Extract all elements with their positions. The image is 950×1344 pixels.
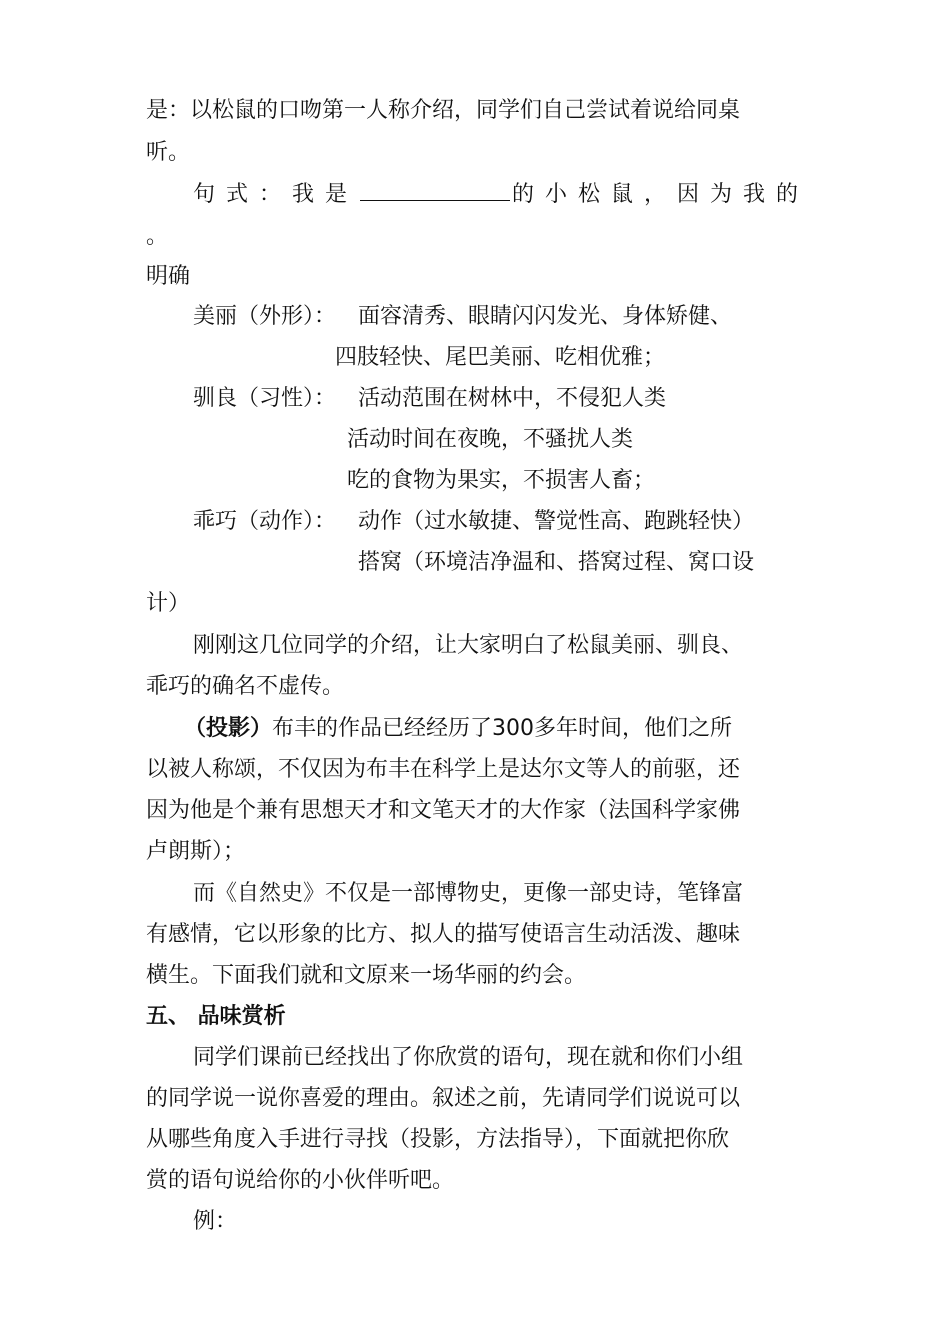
section-5-heading: 五、 品味赏析	[146, 1004, 286, 1029]
projection-text-1: 布丰的作品已经经历了300多年时间，他们之所	[272, 716, 733, 741]
section-5-line-3: 从哪些角度入手进行寻找（投影，方法指导），下面就把你欣	[146, 1127, 730, 1152]
clever-line-1: 动作（过水敏捷、警觉性高、跑跳轻快）	[358, 509, 755, 534]
natural-history-line-1: 而《自然史》不仅是一部博物史，更像一部史诗，笔锋富	[193, 881, 744, 906]
natural-history-line-3: 横生。下面我们就和文原来一场华丽的约会。	[146, 963, 587, 988]
tame-line-3: 吃的食物为果实，不损害人畜；	[347, 468, 656, 493]
clever-line-3: 计）	[146, 591, 191, 616]
tame-line-1: 活动范围在树林中，不侵犯人类	[358, 386, 667, 411]
sentence-pattern	[193, 180, 809, 210]
projection-line-4: 卢朗斯）；	[146, 839, 246, 864]
summary-line-1: 刚刚这几位同学的介绍，让大家明白了松鼠美丽、驯良、	[193, 633, 744, 658]
natural-history-line-2: 有感情，它以形象的比方、拟人的描写使语言生动活泼、趣味	[146, 922, 741, 947]
pattern-blank	[360, 180, 510, 201]
tame-label: 驯良（习性）：	[193, 386, 337, 411]
beauty-line-1: 面容清秀、眼睛闪闪发光、身体矫健、	[358, 304, 733, 329]
section-5-line-4: 赏的语句说给你的小伙伴听吧。	[146, 1168, 455, 1193]
pattern-part-1: 句式：我是	[193, 182, 359, 207]
pattern-line-2: 。	[146, 224, 169, 249]
beauty-label: 美丽（外形）：	[193, 304, 337, 329]
summary-line-2: 乖巧的确名不虚传。	[146, 674, 345, 699]
intro-line-1: 是：以松鼠的口吻第一人称介绍，同学们自己尝试着说给同桌	[146, 98, 741, 123]
projection-line-3: 因为他是个兼有思想天才和文笔天才的大作家（法国科学家佛	[146, 798, 741, 823]
section-5-line-2: 的同学说一说你喜爱的理由。叙述之前，先请同学们说说可以	[146, 1086, 741, 1111]
section-5-line-1: 同学们课前已经找出了你欣赏的语句，现在就和你们小组	[193, 1045, 744, 1070]
clever-line-2: 搭窝（环境洁净温和、搭窝过程、窝口设	[358, 550, 755, 575]
projection-tag: （投影）	[184, 716, 273, 741]
example-label: 例：	[193, 1209, 238, 1234]
clever-label: 乖巧（动作）：	[193, 509, 337, 534]
projection-line-2: 以被人称颂，不仅因为布丰在科学上是达尔文等人的前驱，还	[146, 757, 741, 782]
intro-line-2: 听。	[146, 140, 191, 165]
pattern-part-2: 的小松鼠，因为我的	[512, 182, 810, 207]
projection-line-1	[184, 714, 732, 744]
clarify-heading: 明确	[146, 264, 191, 289]
beauty-line-2: 四肢轻快、尾巴美丽、吃相优雅；	[335, 345, 666, 370]
tame-line-2: 活动时间在夜晚，不骚扰人类	[347, 427, 634, 452]
